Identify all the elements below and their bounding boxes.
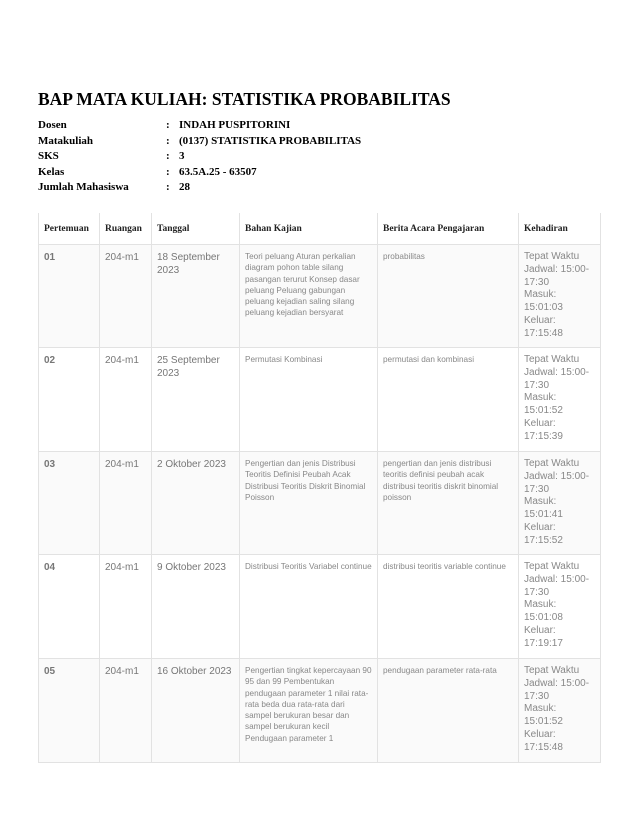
cell-berita-acara: permutasi dan kombinasi [378, 348, 519, 452]
page-title: BAP MATA KULIAH: STATISTIKA PROBABILITAS [38, 89, 451, 109]
cell-berita-acara: probabilitas [378, 245, 519, 348]
attendance-keluar: Keluar: 17:15:48 [524, 728, 563, 753]
info-colon: : [166, 150, 170, 162]
table-row [39, 555, 601, 659]
header-berita-acara: Berita Acara Pengajaran [378, 213, 519, 245]
cell-ruangan: 204-m1 [100, 659, 152, 763]
attendance-status: Tepat Waktu [524, 458, 580, 469]
header-ruangan: Ruangan [100, 213, 152, 245]
attendance-keluar: Keluar: 17:15:52 [524, 521, 563, 546]
cell-pertemuan: 01 [39, 245, 100, 348]
info-row-matakuliah [38, 134, 600, 150]
cell-kehadiran [519, 245, 601, 348]
info-value: 3 [179, 150, 185, 162]
cell-tanggal: 25 September 2023 [152, 348, 240, 452]
cell-bahan-kajian: Pengertian dan jenis Distribusi Teoritis Definisi Peubah Acak Distribusi Teoritis Diskrit Binomial Poisson [240, 452, 378, 555]
table-row [39, 659, 601, 763]
info-colon: : [166, 134, 170, 147]
attendance-masuk: Masuk: 15:01:52 [524, 703, 563, 728]
cell-bahan-kajian: Teori peluang Aturan perkalian diagram pohon table silang pasangan terurut Konsep dasar peluang Peluang gabungan peluang kejadian saling silang peluang kejadian bersyarat [240, 245, 378, 348]
info-value: 63.5A.25 - 63507 [179, 165, 257, 178]
cell-tanggal: 2 Oktober 2023 [152, 452, 240, 555]
cell-tanggal: 18 September 2023 [152, 245, 240, 348]
header-kehadiran: Kehadiran [519, 213, 601, 245]
info-label: Jumlah Mahasiswa [38, 181, 129, 193]
attendance-keluar: Keluar: 17:19:17 [524, 624, 563, 649]
attendance-status: Tepat Waktu [524, 354, 580, 365]
header-pertemuan: Pertemuan [39, 213, 100, 245]
attendance-jadwal: Jadwal: 15:00-17:30 [524, 470, 590, 495]
header-tanggal: Tanggal [152, 213, 240, 245]
attendance-jadwal: Jadwal: 15:00-17:30 [524, 263, 590, 288]
info-label: SKS [38, 150, 59, 162]
course-info [38, 118, 600, 196]
attendance-status: Tepat Waktu [524, 665, 580, 676]
table-row [39, 245, 601, 348]
attendance-jadwal: Jadwal: 15:00-17:30 [524, 573, 590, 598]
attendance-masuk: Masuk: 15:01:41 [524, 496, 563, 521]
info-value: INDAH PUSPITORINI [179, 119, 291, 131]
info-row-kelas [38, 165, 600, 181]
bap-document [38, 88, 600, 753]
info-colon: : [166, 181, 170, 193]
cell-bahan-kajian: Permutasi Kombinasi [240, 348, 378, 452]
attendance-status: Tepat Waktu [524, 251, 580, 262]
cell-kehadiran [519, 659, 601, 763]
cell-kehadiran [519, 452, 601, 555]
info-label: Matakuliah [38, 134, 94, 147]
cell-berita-acara: pengertian dan jenis distribusi teoritis definisi peubah acak distribusi teoritis diskrit binomial poisson [378, 452, 519, 555]
attendance-masuk: Masuk: 15:01:52 [524, 392, 563, 417]
info-row-jumlah-mahasiswa [38, 180, 600, 196]
info-colon: : [166, 165, 170, 178]
cell-kehadiran [519, 555, 601, 659]
cell-berita-acara: distribusi teoritis variable continue [378, 555, 519, 659]
bap-table [38, 213, 601, 763]
info-label: Kelas [38, 165, 65, 178]
cell-pertemuan: 03 [39, 452, 100, 555]
cell-bahan-kajian: Pengertian tingkat kepercayaan 90 95 dan 99 Pembentukan pendugaan parameter 1 nilai rata-rata beda dua rata-rata dari sampel berukuran besar dan sampel berukuran kecil Pendugaan parameter 1 [240, 659, 378, 763]
info-value: 28 [179, 181, 190, 193]
table-row [39, 348, 601, 452]
cell-ruangan: 204-m1 [100, 555, 152, 659]
cell-bahan-kajian: Distribusi Teoritis Variabel continue [240, 555, 378, 659]
attendance-masuk: Masuk: 15:01:03 [524, 289, 563, 314]
info-colon: : [166, 119, 170, 131]
attendance-keluar: Keluar: 17:15:39 [524, 417, 563, 442]
cell-ruangan: 204-m1 [100, 452, 152, 555]
cell-pertemuan: 05 [39, 659, 100, 763]
cell-tanggal: 16 Oktober 2023 [152, 659, 240, 763]
cell-ruangan: 204-m1 [100, 245, 152, 348]
cell-tanggal: 9 Oktober 2023 [152, 555, 240, 659]
attendance-masuk: Masuk: 15:01:08 [524, 599, 563, 624]
table-header-row [39, 213, 601, 245]
info-label: Dosen [38, 119, 67, 131]
attendance-jadwal: Jadwal: 15:00-17:30 [524, 677, 590, 702]
cell-ruangan: 204-m1 [100, 348, 152, 452]
info-row-dosen [38, 118, 600, 134]
info-value: (0137) STATISTIKA PROBABILITAS [179, 134, 362, 147]
attendance-status: Tepat Waktu [524, 561, 580, 572]
info-row-sks [38, 149, 600, 165]
attendance-jadwal: Jadwal: 15:00-17:30 [524, 366, 590, 391]
table-row [39, 452, 601, 555]
cell-berita-acara: pendugaan parameter rata-rata [378, 659, 519, 763]
cell-pertemuan: 02 [39, 348, 100, 452]
header-bahan-kajian: Bahan Kajian [240, 213, 378, 245]
cell-kehadiran [519, 348, 601, 452]
attendance-keluar: Keluar: 17:15:48 [524, 314, 563, 339]
cell-pertemuan: 04 [39, 555, 100, 659]
